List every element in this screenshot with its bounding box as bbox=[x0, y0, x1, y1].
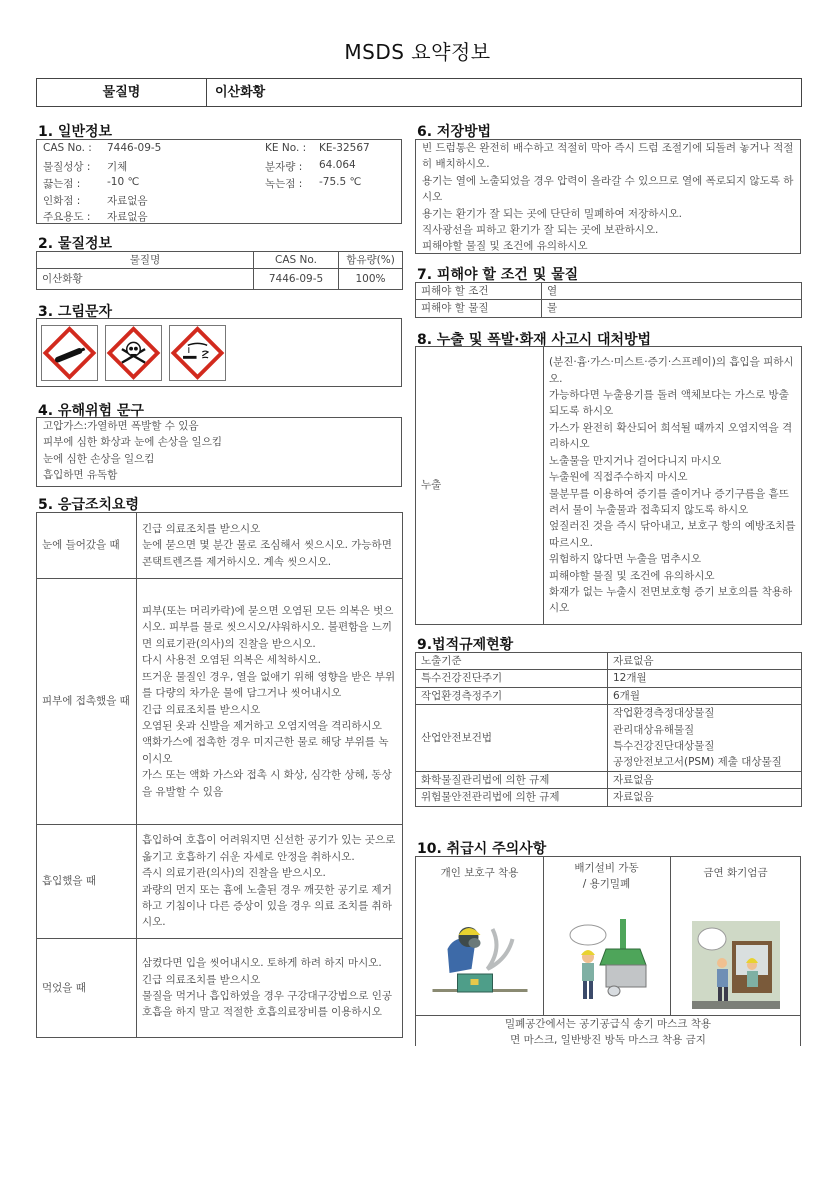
hazard-statement: 눈에 심한 손상을 일으킴 bbox=[43, 452, 155, 465]
corrosion-icon bbox=[169, 325, 226, 381]
regulation-value: 12개월 bbox=[608, 670, 802, 687]
table-row bbox=[416, 705, 802, 772]
table-row bbox=[37, 939, 403, 1038]
table-row bbox=[416, 687, 802, 704]
regulation-table bbox=[415, 652, 802, 807]
storage-line: 직사광선을 피하고 환기가 잘 되는 곳에 보관하시오. bbox=[422, 224, 659, 237]
section-1-heading: 1. 일반정보 bbox=[38, 124, 113, 140]
table-row bbox=[37, 825, 403, 939]
no-smoking-scene-icon bbox=[692, 921, 780, 1009]
table-row bbox=[416, 283, 802, 300]
state-label: 물질성상 : bbox=[43, 161, 91, 173]
cas-label: CAS No. : bbox=[43, 142, 92, 154]
leak-text: (분진·흄·가스·미스트·증기·스프레이)의 흡입을 피하시오. 가능하다면 누출용기를 돌려 액체보다는 가스로 방출되도록 하시오 가스가 완전히 확산되어 희석될 때까지 오염지역을 격리하시오 노출물을 만지거나 걸어다니지 마시오 누출원에 직접주수하지 마시오 물분무를 이용하여 증기를 줄이거나 증기구름을 흩뜨려서 물이 누출물과 접촉되지 않도록 하시오 엎질러진 것을 즉시 닦아내고, 보호구 항의 예방조치를 따르시오. 위험하지 않다면 누출을 멈추시오 피해야할 물질 및 조건에 유의하시오 화재가 없는 누출시 전면보호형 증기 보호의를 착용하시오 bbox=[544, 347, 802, 625]
use-value: 자료없음 bbox=[107, 211, 148, 223]
handling-col-ppe bbox=[416, 857, 544, 1015]
substance-name-box bbox=[36, 78, 802, 107]
first-aid-label: 눈에 들어갔을 때 bbox=[37, 513, 137, 579]
table-row bbox=[37, 513, 403, 579]
storage-line: 용기는 열에 노출되었을 경우 압력이 올라갈 수 있으므로 열에 폭로되지 않도록 하시오 bbox=[422, 174, 794, 204]
regulation-label: 화학물질관리법에 의한 규제 bbox=[416, 771, 608, 788]
avoid-value: 물 bbox=[542, 300, 802, 317]
worker-ppe-icon bbox=[432, 919, 527, 1009]
first-aid-text: 흡입하여 호흡이 어려워지면 신선한 공기가 있는 곳으로 옮기고 호흡하기 쉬운 자세로 안정을 취하시오. 즉시 의료기관(의사)의 진찰을 받으시오. 과량의 먼지 또는 흄에 노출된 경우 깨끗한 공기로 제거하고 기침이나 다른 증상이 있을 경우 의료 조치를 취하시오. bbox=[137, 825, 403, 939]
regulation-label: 작업환경측정주기 bbox=[416, 687, 608, 704]
handling-note bbox=[416, 1015, 800, 1049]
fp-label: 인화점 : bbox=[43, 195, 81, 207]
section-8-heading: 8. 누출 및 폭발·화재 사고시 대처방법 bbox=[417, 332, 652, 348]
handling-box bbox=[415, 856, 801, 1046]
section-9-heading: 9.법적규제현황 bbox=[417, 637, 514, 653]
avoid-value: 열 bbox=[542, 283, 802, 300]
regulation-value: 6개월 bbox=[608, 687, 802, 704]
handling-note-line: 면 마스크, 일반방진 방독 마스크 착용 금지 bbox=[510, 1034, 706, 1047]
handling-col-ventilation bbox=[543, 857, 671, 1015]
table-row bbox=[416, 771, 802, 788]
section-4-heading: 4. 유해위험 문구 bbox=[38, 403, 144, 419]
gas-cylinder-icon bbox=[41, 325, 98, 381]
leak-label: 누출 bbox=[416, 347, 544, 625]
first-aid-text: 피부(또는 머리카락)에 묻으면 오염된 모든 의복은 벗으시오. 피부를 물로 씻으시오/샤워하시오. 불편함을 느끼면 의료기관(의사)의 진찰을 받으시오. 다시 사용전 오염된 의복은 세척하시오. 뜨거운 물질인 경우, 열을 없애기 위해 영향을 받은 부위를 다량의 차가운 물에 담그거나 씻어내시오 긴급 의료조치를 받으시오 오염된 옷과 신발을 제거하고 오염지역을 격리하시오 액화가스에 접촉한 경우 미지근한 물로 해당 부위를 녹이시오 가스 또는 액화 가스와 접촉 시 화상, 심각한 상해, 동상을 유발할 수 있음 bbox=[137, 579, 403, 825]
section-5-heading: 5. 응급조치요령 bbox=[38, 497, 140, 513]
general-info-box bbox=[36, 139, 402, 224]
regulation-value: 작업환경측정대상물질 관리대상유해물질 특수건강진단대상물질 공정안전보고서(PSM) 제출 대상물질 bbox=[608, 705, 802, 772]
hazard-statements-box bbox=[36, 417, 402, 487]
first-aid-text: 긴급 의료조치를 받으시오 눈에 묻으면 몇 분간 물로 조심해서 씻으시오. 가능하면 콘택트렌즈를 제거하시오. 계속 씻으시오. bbox=[137, 513, 403, 579]
header-cell: 물질명 bbox=[37, 252, 254, 269]
table-header-row bbox=[37, 252, 403, 269]
ke-value: KE-32567 bbox=[319, 142, 370, 154]
handling-caption: 배기설비 가동 / 용기밀폐 bbox=[574, 862, 639, 891]
mw-label: 분자량 : bbox=[265, 161, 303, 173]
cas-value: 7446-09-5 bbox=[107, 142, 162, 154]
storage-line: 빈 드럼통은 완전히 배수하고 적절히 막아 즉시 드럼 조절기에 되돌려 놓거나 적절히 배치하시오. bbox=[422, 142, 794, 171]
table-row bbox=[37, 269, 403, 290]
storage-line: 용기는 환기가 잘 되는 곳에 단단히 밀폐하여 저장하시오. bbox=[422, 207, 682, 220]
avoid-table bbox=[415, 282, 802, 318]
table-row bbox=[416, 347, 802, 625]
avoid-label: 피해야 할 물질 bbox=[416, 300, 542, 317]
table-cell: 100% bbox=[339, 269, 403, 290]
section-6-heading: 6. 저장방법 bbox=[417, 124, 492, 140]
handling-note-line: 밀폐공간에서는 공기공급식 송기 마스크 착용 bbox=[504, 1018, 712, 1030]
section-7-heading: 7. 피해야 할 조건 및 물질 bbox=[417, 267, 579, 283]
ventilation-hood-icon bbox=[562, 919, 652, 1009]
regulation-value: 자료없음 bbox=[608, 771, 802, 788]
table-row bbox=[416, 653, 802, 670]
first-aid-label: 피부에 접촉했을 때 bbox=[37, 579, 137, 825]
hazard-statement: 고압가스:가열하면 폭발할 수 있음 bbox=[43, 420, 199, 432]
ke-label: KE No. : bbox=[265, 142, 307, 154]
regulation-value: 자료없음 bbox=[608, 789, 802, 806]
leak-response-table bbox=[415, 346, 802, 625]
bp-value: -10 ℃ bbox=[107, 176, 140, 188]
bp-label: 끓는점 : bbox=[43, 178, 81, 190]
page-title: MSDS 요약정보 bbox=[344, 40, 491, 64]
table-row bbox=[416, 300, 802, 317]
use-label: 주요용도 : bbox=[43, 211, 91, 223]
storage-line: 피해야할 물질 및 조건에 유의하시오 bbox=[422, 240, 588, 253]
substance-name-label: 물질명 bbox=[37, 79, 207, 106]
header-cell: CAS No. bbox=[254, 252, 339, 269]
section-10-heading: 10. 취급시 주의사항 bbox=[417, 841, 547, 857]
substance-table bbox=[36, 251, 403, 290]
pictogram-box bbox=[36, 318, 402, 387]
mp-label: 녹는점 : bbox=[265, 178, 303, 190]
regulation-label: 산업안전보건법 bbox=[416, 705, 608, 772]
first-aid-label: 먹었을 때 bbox=[37, 939, 137, 1038]
handling-caption: 개인 보호구 착용 bbox=[440, 867, 519, 879]
state-value: 기체 bbox=[107, 161, 128, 173]
storage-box bbox=[415, 139, 801, 254]
skull-crossbones-icon bbox=[105, 325, 162, 381]
hazard-statement: 피부에 심한 화상과 눈에 손상을 일으킴 bbox=[43, 436, 222, 449]
regulation-label: 노출기준 bbox=[416, 653, 608, 670]
section-2-heading: 2. 물질정보 bbox=[38, 236, 113, 252]
mp-value: -75.5 ℃ bbox=[319, 176, 362, 188]
table-row bbox=[416, 789, 802, 806]
first-aid-table bbox=[36, 512, 403, 1038]
regulation-value: 자료없음 bbox=[608, 653, 802, 670]
substance-name-value: 이산화황 bbox=[215, 85, 266, 100]
regulation-label: 위험물안전관리법에 의한 규제 bbox=[416, 789, 608, 806]
hazard-statement: 흡입하면 유독함 bbox=[43, 469, 118, 482]
mw-value: 64.064 bbox=[319, 159, 356, 171]
handling-caption: 금연 화기엄금 bbox=[703, 867, 768, 879]
table-cell: 이산화황 bbox=[37, 269, 254, 290]
avoid-label: 피해야 할 조건 bbox=[416, 283, 542, 300]
fp-value: 자료없음 bbox=[107, 195, 148, 207]
table-row bbox=[37, 579, 403, 825]
table-cell: 7446-09-5 bbox=[254, 269, 339, 290]
first-aid-text: 삼켰다면 입을 씻어내시오. 토하게 하려 하지 마시오. 긴급 의료조치를 받으시오 물질을 먹거나 흡입하였을 경우 구강대구강법으로 인공호흡을 하지 말고 적절한 호흡의료장비를 이용하시오 bbox=[137, 939, 403, 1038]
section-3-heading: 3. 그림문자 bbox=[38, 304, 113, 320]
handling-col-no-smoking bbox=[670, 857, 801, 1015]
header-cell: 함유량(%) bbox=[339, 252, 403, 269]
first-aid-label: 흡입했을 때 bbox=[37, 825, 137, 939]
table-row bbox=[416, 670, 802, 687]
regulation-label: 특수건강진단주기 bbox=[416, 670, 608, 687]
